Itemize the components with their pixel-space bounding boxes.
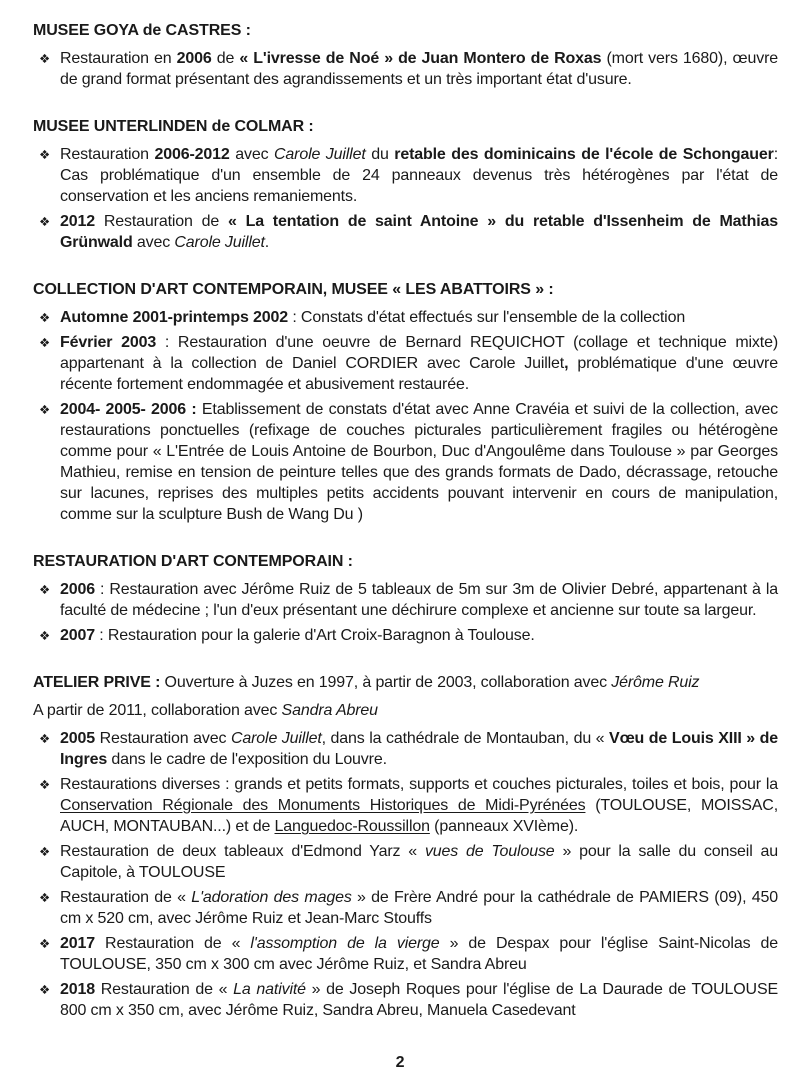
text-run: « La tentation de saint Antoine » du retable d'Issenheim de Mathias Grünwald [60, 213, 778, 251]
section-heading: MUSEE UNTERLINDEN de COLMAR : [33, 118, 314, 135]
diamond-bullet-icon: ❖ [39, 936, 51, 951]
text-run: 2006-2012 [154, 146, 230, 163]
bullet-text [60, 211, 778, 253]
text-run: . [264, 234, 270, 251]
text-run: Sandra Abreu [281, 702, 378, 719]
text-run: 2007 [60, 627, 95, 644]
text-run: Carole Juillet [174, 234, 265, 251]
text-run: 2006 [60, 581, 95, 598]
text-run: « L'ivresse de Noé » de Juan Montero de Roxas [239, 50, 602, 67]
text-run: vues de Toulouse [424, 843, 555, 860]
text-run: Etablissement de constats d'état avec Anne Cravéia et suivi de la collection, avec restaurations ponctuelles (refixage de couches picturales particulièrement fragiles ou hétérogène comme pour « L'Entrée de Louis Antoine de Bourbon, Duc d'Angoulême dans Toulouse » par Georges Mathieu, remise en tension de peinture telles que des grands formats de Dado, décrassage, retouche sur lacunes, reprises des multiples petits accidents pouvant intervenir en cours de manipulation, comme sur la sculpture Bush de Wang Du ) [60, 401, 778, 523]
text-run: Restauration en [60, 50, 177, 67]
bullet-text [60, 399, 778, 525]
intro-paragraph [33, 700, 778, 721]
bullet-item [33, 579, 778, 621]
text-run: 2018 [60, 981, 95, 998]
document-body [33, 20, 778, 1021]
bullet-item [33, 774, 778, 837]
text-run: La nativité [233, 981, 306, 998]
diamond-bullet-icon: ❖ [39, 982, 51, 997]
text-run: ATELIER PRIVE : [33, 674, 161, 691]
text-run: » de Frère André pour la cathédrale de PAMIERS (09), 450 cm x 520 cm, avec Jérôme Ruiz et Jean-Marc Stouffs [60, 889, 778, 927]
text-run: du [365, 146, 395, 163]
text-run: Automne 2001-printemps 2002 [60, 309, 289, 326]
diamond-bullet-icon: ❖ [39, 777, 51, 792]
diamond-bullet-icon: ❖ [39, 582, 51, 597]
bullet-item [33, 933, 778, 975]
section [33, 672, 778, 1021]
text-run: Restauration de [95, 213, 228, 230]
text-run: Restauration de deux tableaux d'Edmond Yarz « [60, 843, 425, 860]
page-number: 2 [395, 1054, 405, 1071]
text-run: Carole Juillet [273, 146, 366, 163]
diamond-bullet-icon: ❖ [39, 890, 51, 905]
diamond-bullet-icon: ❖ [39, 147, 51, 162]
diamond-bullet-icon: ❖ [39, 402, 51, 417]
bullet-item [33, 399, 778, 525]
bullet-text [60, 307, 778, 328]
text-run: L'adoration des mages [191, 889, 352, 906]
text-run: Languedoc-Roussillon [274, 818, 430, 835]
text-run: Conservation Régionale des Monuments Historiques de Midi-Pyrénées [60, 797, 586, 814]
bullet-text [60, 625, 778, 646]
text-run: Restauration de « [95, 935, 251, 952]
section [33, 116, 778, 253]
text-run: 2017 [60, 935, 95, 952]
diamond-bullet-icon: ❖ [39, 310, 51, 325]
bullet-text [60, 579, 778, 621]
bullet-item [33, 625, 778, 646]
text-run: avec [229, 146, 274, 163]
text-run: : Constats d'état effectués sur l'ensemble de la collection [288, 309, 686, 326]
text-run: l'assomption de la vierge [250, 935, 440, 952]
bullet-text [60, 841, 778, 883]
text-run: Restauration [60, 146, 155, 163]
section-heading: RESTAURATION D'ART CONTEMPORAIN : [33, 553, 353, 570]
bullet-item [33, 332, 778, 395]
text-run: Carole Juillet [230, 730, 322, 747]
section [33, 551, 778, 646]
text-run: Restaurations diverses : grands et petits formats, supports et couches picturales, toiles et bois, pour la [60, 776, 778, 793]
bullet-text [60, 774, 778, 837]
text-run: , dans la cathédrale de Montauban, du « [321, 730, 610, 747]
bullet-text [60, 332, 778, 395]
diamond-bullet-icon: ❖ [39, 844, 51, 859]
text-run: Restauration de « [60, 889, 192, 906]
diamond-bullet-icon: ❖ [39, 214, 51, 229]
bullet-item [33, 841, 778, 883]
diamond-bullet-icon: ❖ [39, 731, 51, 746]
text-run: 2005 [60, 730, 95, 747]
bullet-text [60, 933, 778, 975]
text-run: » de Despax pour l'église Saint-Nicolas de TOULOUSE, 350 cm x 300 cm avec Jérôme Ruiz, et Sandra Abreu [60, 935, 778, 973]
diamond-bullet-icon: ❖ [39, 335, 51, 350]
diamond-bullet-icon: ❖ [39, 51, 51, 66]
bullet-item [33, 979, 778, 1021]
bullet-item [33, 887, 778, 929]
text-run: problématique d'une œuvre récente fortement endommagée et abusivement restaurée. [60, 355, 778, 393]
text-run: : Restauration avec Jérôme Ruiz de 5 tableaux de 5m sur 3m de Olivier Debré, appartenant à la faculté de médecine ; l'un d'eux présentant une déchirure complexe et ancienne sur toute sa largeur. [60, 581, 778, 619]
section [33, 20, 778, 90]
section [33, 279, 778, 525]
bullet-item [33, 211, 778, 253]
bullet-text [60, 144, 778, 207]
bullet-item [33, 728, 778, 770]
text-run: » de Joseph Roques pour l'église de La Daurade de TOULOUSE 800 cm x 350 cm, avec Jérôme Ruiz, Sandra Abreu, Manuela Casedevant [60, 981, 778, 1019]
text-run: Jérôme Ruiz [611, 674, 700, 691]
bullet-item [33, 144, 778, 207]
text-run: de [211, 50, 240, 67]
text-run: : Restauration d'une oeuvre de Bernard REQUICHOT (collage et technique mixte) appartenant à la collection de Daniel CORDIER avec Carole Juillet [60, 334, 779, 372]
text-run: (panneaux XVIème). [429, 818, 579, 835]
text-run: Vœu de Louis XIII » de Ingres [60, 730, 778, 768]
intro-paragraph [33, 672, 778, 693]
text-run: 2006 [176, 50, 212, 67]
text-run: : Restauration pour la galerie d'Art Croix-Baragnon à Toulouse. [95, 627, 535, 644]
diamond-bullet-icon: ❖ [39, 628, 51, 643]
text-run: dans le cadre de l'exposition du Louvre. [107, 751, 387, 768]
text-run: , [564, 355, 569, 372]
section-heading: MUSEE GOYA de CASTRES : [33, 22, 251, 39]
text-run: (TOULOUSE, MOISSAC, AUCH, MONTAUBAN...) et de [60, 797, 778, 835]
bullet-text [60, 48, 778, 90]
bullet-item [33, 48, 778, 90]
bullet-text [60, 979, 778, 1021]
section-heading: COLLECTION D'ART CONTEMPORAIN, MUSEE « LES ABATTOIRS » : [33, 281, 554, 298]
text-run: : Cas problématique d'un ensemble de 24 panneaux devenus très hétérogènes par l'état de conservation et les anciens remaniements. [60, 146, 778, 205]
text-run: retable des dominicains de l'école de Schongauer [394, 146, 774, 163]
bullet-text [60, 728, 778, 770]
bullet-item [33, 307, 778, 328]
text-run: (mort vers 1680), œuvre de grand format présentant des agrandissements et un très important état d'usure. [60, 50, 778, 88]
text-run: A partir de 2011, collaboration avec [33, 702, 282, 719]
text-run: » pour la salle du conseil au Capitole, à TOULOUSE [60, 843, 778, 881]
text-run: avec [132, 234, 175, 251]
text-run: 2004- 2005- 2006 : [60, 401, 197, 418]
bullet-text [60, 887, 778, 929]
text-run: Février 2003 [60, 334, 157, 351]
text-run: Ouverture à Juzes en 1997, à partir de 2003, collaboration avec [160, 674, 612, 691]
text-run: Restauration avec [95, 730, 231, 747]
text-run: Restauration de « [95, 981, 234, 998]
text-run: 2012 [60, 213, 95, 230]
